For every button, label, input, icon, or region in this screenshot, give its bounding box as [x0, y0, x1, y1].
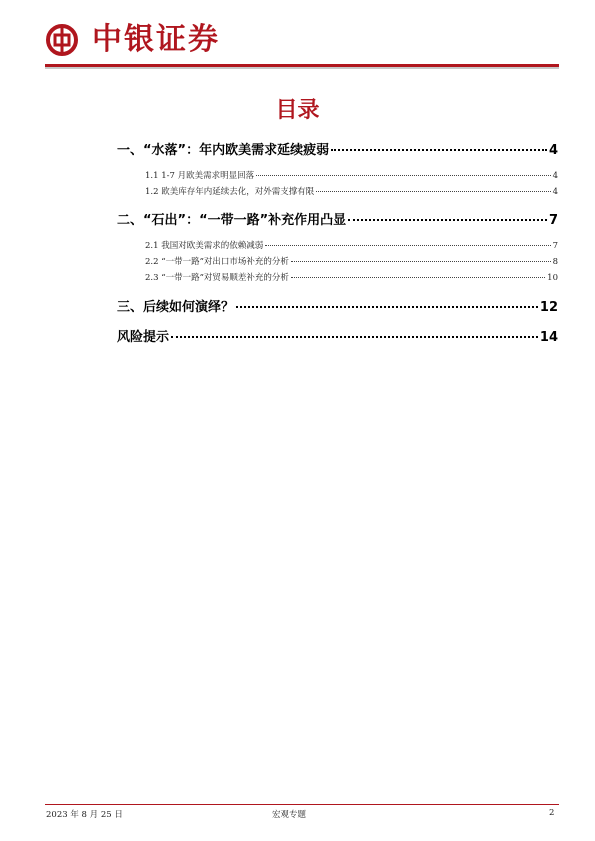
toc-entry-page: 7 [548, 213, 558, 228]
toc-title: 目录 [275, 98, 320, 123]
toc-entry-label: 1.2 欧美库存年内延续去化，对外需支撑有限 [145, 187, 315, 197]
toc-entry[interactable] [145, 271, 558, 283]
toc-entry-page: 8 [552, 257, 558, 267]
toc-entry[interactable] [117, 326, 558, 345]
toc-entry[interactable] [145, 185, 558, 197]
toc-leader-dots [171, 336, 538, 338]
header-rule-shadow [45, 67, 559, 69]
toc-entry[interactable] [145, 169, 558, 181]
footer-rule [45, 804, 559, 805]
toc-leader-dots [331, 149, 547, 151]
footer-category: 宏观专题 [272, 810, 307, 820]
toc-entry-label: 2.3 “一带一路”对贸易顺差补充的分析 [145, 273, 289, 283]
brand-name: 中银证券 [92, 22, 220, 57]
toc-leader-dots [256, 175, 550, 176]
toc-leader-dots [348, 219, 547, 221]
toc-entry[interactable] [145, 255, 558, 267]
toc-entry-label: 1.1 1-7 月欧美需求明显回落 [145, 171, 255, 181]
toc-leader-dots [265, 245, 550, 246]
toc-entry-label: 风险提示 [117, 330, 170, 345]
footer-date: 2023 年 8 月 25 日 [46, 810, 123, 820]
toc-entry-page: 7 [552, 241, 558, 251]
toc-entry-page: 4 [548, 143, 558, 158]
toc-entry-label: 一、“水落”：年内欧美需求延续疲弱 [117, 143, 330, 158]
toc-entry-page: 4 [552, 187, 558, 197]
toc-entry[interactable] [145, 239, 558, 251]
toc-entry-label: 2.2 “一带一路”对出口市场补充的分析 [145, 257, 289, 267]
toc-entry-page: 12 [539, 300, 558, 315]
toc-leader-dots [236, 306, 538, 308]
toc-entry[interactable] [117, 296, 558, 315]
toc-entry-label: 三、后续如何演绎？ [117, 300, 235, 315]
toc-entry-label: 二、“石出”：“一带一路”补充作用凸显 [117, 213, 347, 228]
toc-leader-dots [291, 261, 551, 262]
toc-entry-page: 4 [552, 171, 558, 181]
toc-entry[interactable] [117, 139, 558, 158]
footer-page-number: 2 [549, 808, 555, 818]
bank-of-china-logo-icon [46, 24, 78, 56]
toc-entry-label: 2.1 我国对欧美需求的依赖减弱 [145, 241, 264, 251]
page-header [0, 0, 595, 70]
toc-entry[interactable] [117, 209, 558, 228]
toc-leader-dots [316, 191, 550, 192]
toc-leader-dots [291, 277, 545, 278]
toc-entry-page: 14 [539, 330, 558, 345]
toc-entry-page: 10 [547, 273, 558, 283]
